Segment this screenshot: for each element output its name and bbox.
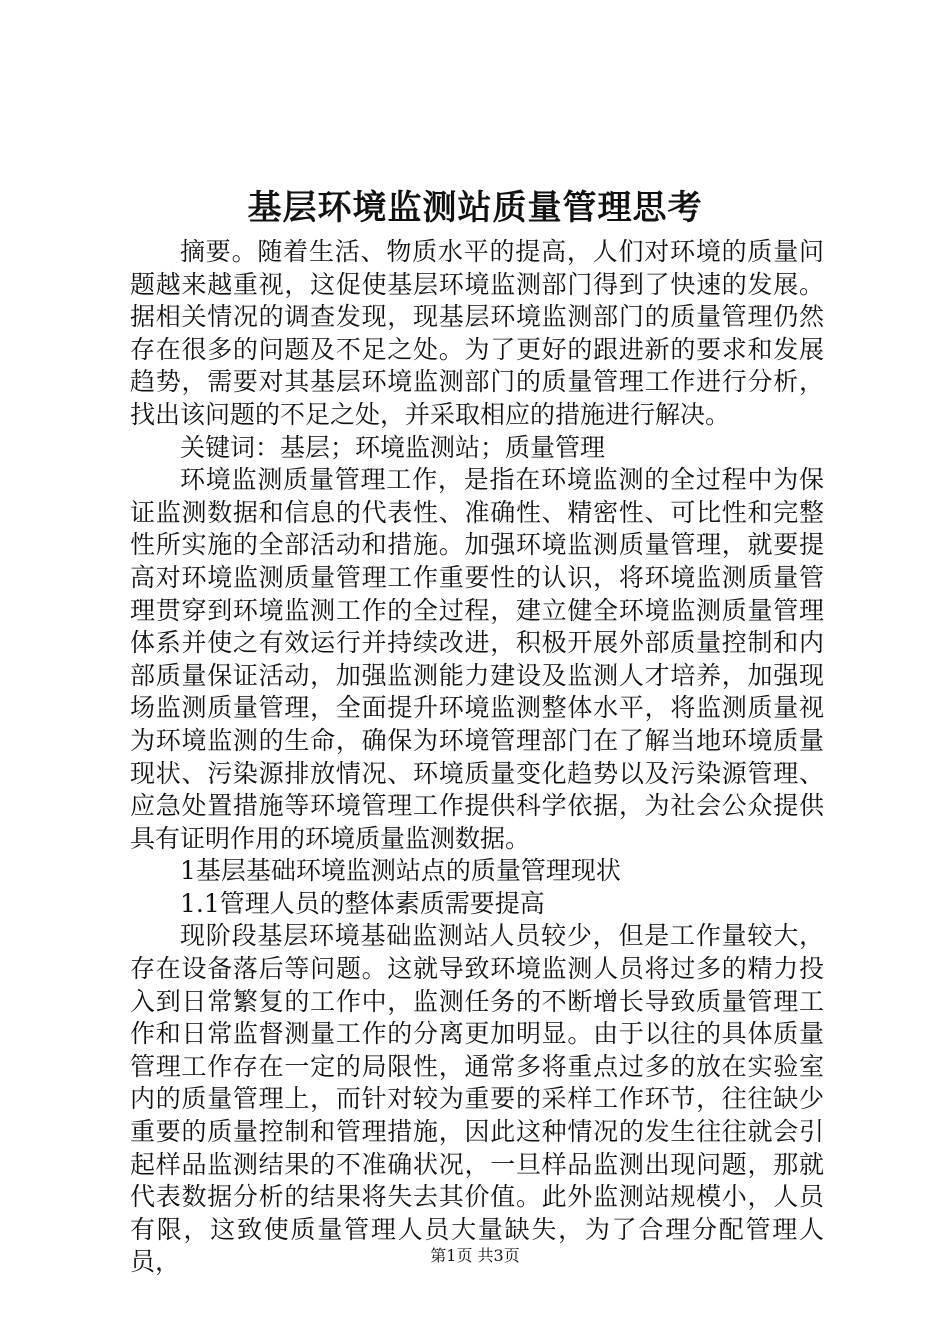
body-paragraph: 现阶段基层环境基础监测站人员较少，但是工作量较大，存在设备落后等问题。这就导致环境监测人员将过多的精力投入到日常繁复的工作中，监测任务的不断增长导致质量管理工作和日常监督测量工作的分离更加明显。由于以往的具体质量管理工作存在一定的局限性，通常多将重点过多的放在实验室内的质量管理上，而针对较为重要的采样工作环节，往往缺少重要的质量控制和管理措施，因此这种情况的发生往往就会引起样品监测结果的不准确状况，一旦样品监测出现问题，那就代表数据分析的结果将失去其价值。此外监测站规模小，人员有限，这致使质量管理人员大量缺失，为了合理分配管理人员， [130, 921, 824, 1277]
document-body [130, 236, 824, 1279]
abstract-paragraph: 摘要。随着生活、物质水平的提高，人们对环境的质量问题越来越重视，这促使基层环境监测部门得到了快速的发展。据相关情况的调查发现，现基层环境监测部门的质量管理仍然存在很多的问题及不足之处。为了更好的跟进新的要求和发展趋势，需要对其基层环境监测部门的质量管理工作进行分析，找出该问题的不足之处，并采取相应的措施进行解决。 [130, 237, 824, 429]
intro-paragraph: 环境监测质量管理工作，是指在环境监测的全过程中为保证监测数据和信息的代表性、准确性、精密性、可比性和完整性所实施的全部活动和措施。加强环境监测质量管理，就要提高对环境监测质量管理工作重要性的认识，将环境监测质量管理贯穿到环境监测工作的全过程，建立健全环境监测质量管理体系并使之有效运行并持续改进，积极开展外部质量控制和内部质量保证活动，加强监测能力建设及监测人才培养，加强现场监测质量管理，全面提升环境监测整体水平，将监测质量视为环境监测的生命，确保为环境管理部门在了解当地环境质量现状、污染源排放情况、环境质量变化趋势以及污染源管理、应急处置措施等环境管理工作提供科学依据，为社会公众提供具有证明作用的环境质量监测数据。 [130, 465, 824, 853]
section-heading: 1基层基础环境监测站点的质量管理现状 [180, 856, 621, 886]
keywords-paragraph: 关键词：基层；环境监测站；质量管理 [180, 432, 606, 462]
document-title: 基层环境监测站质量管理思考 [247, 188, 703, 228]
subsection-heading: 1.1管理人员的整体素质需要提高 [180, 888, 545, 918]
page-footer: 第1页 共3页 [430, 1246, 520, 1265]
